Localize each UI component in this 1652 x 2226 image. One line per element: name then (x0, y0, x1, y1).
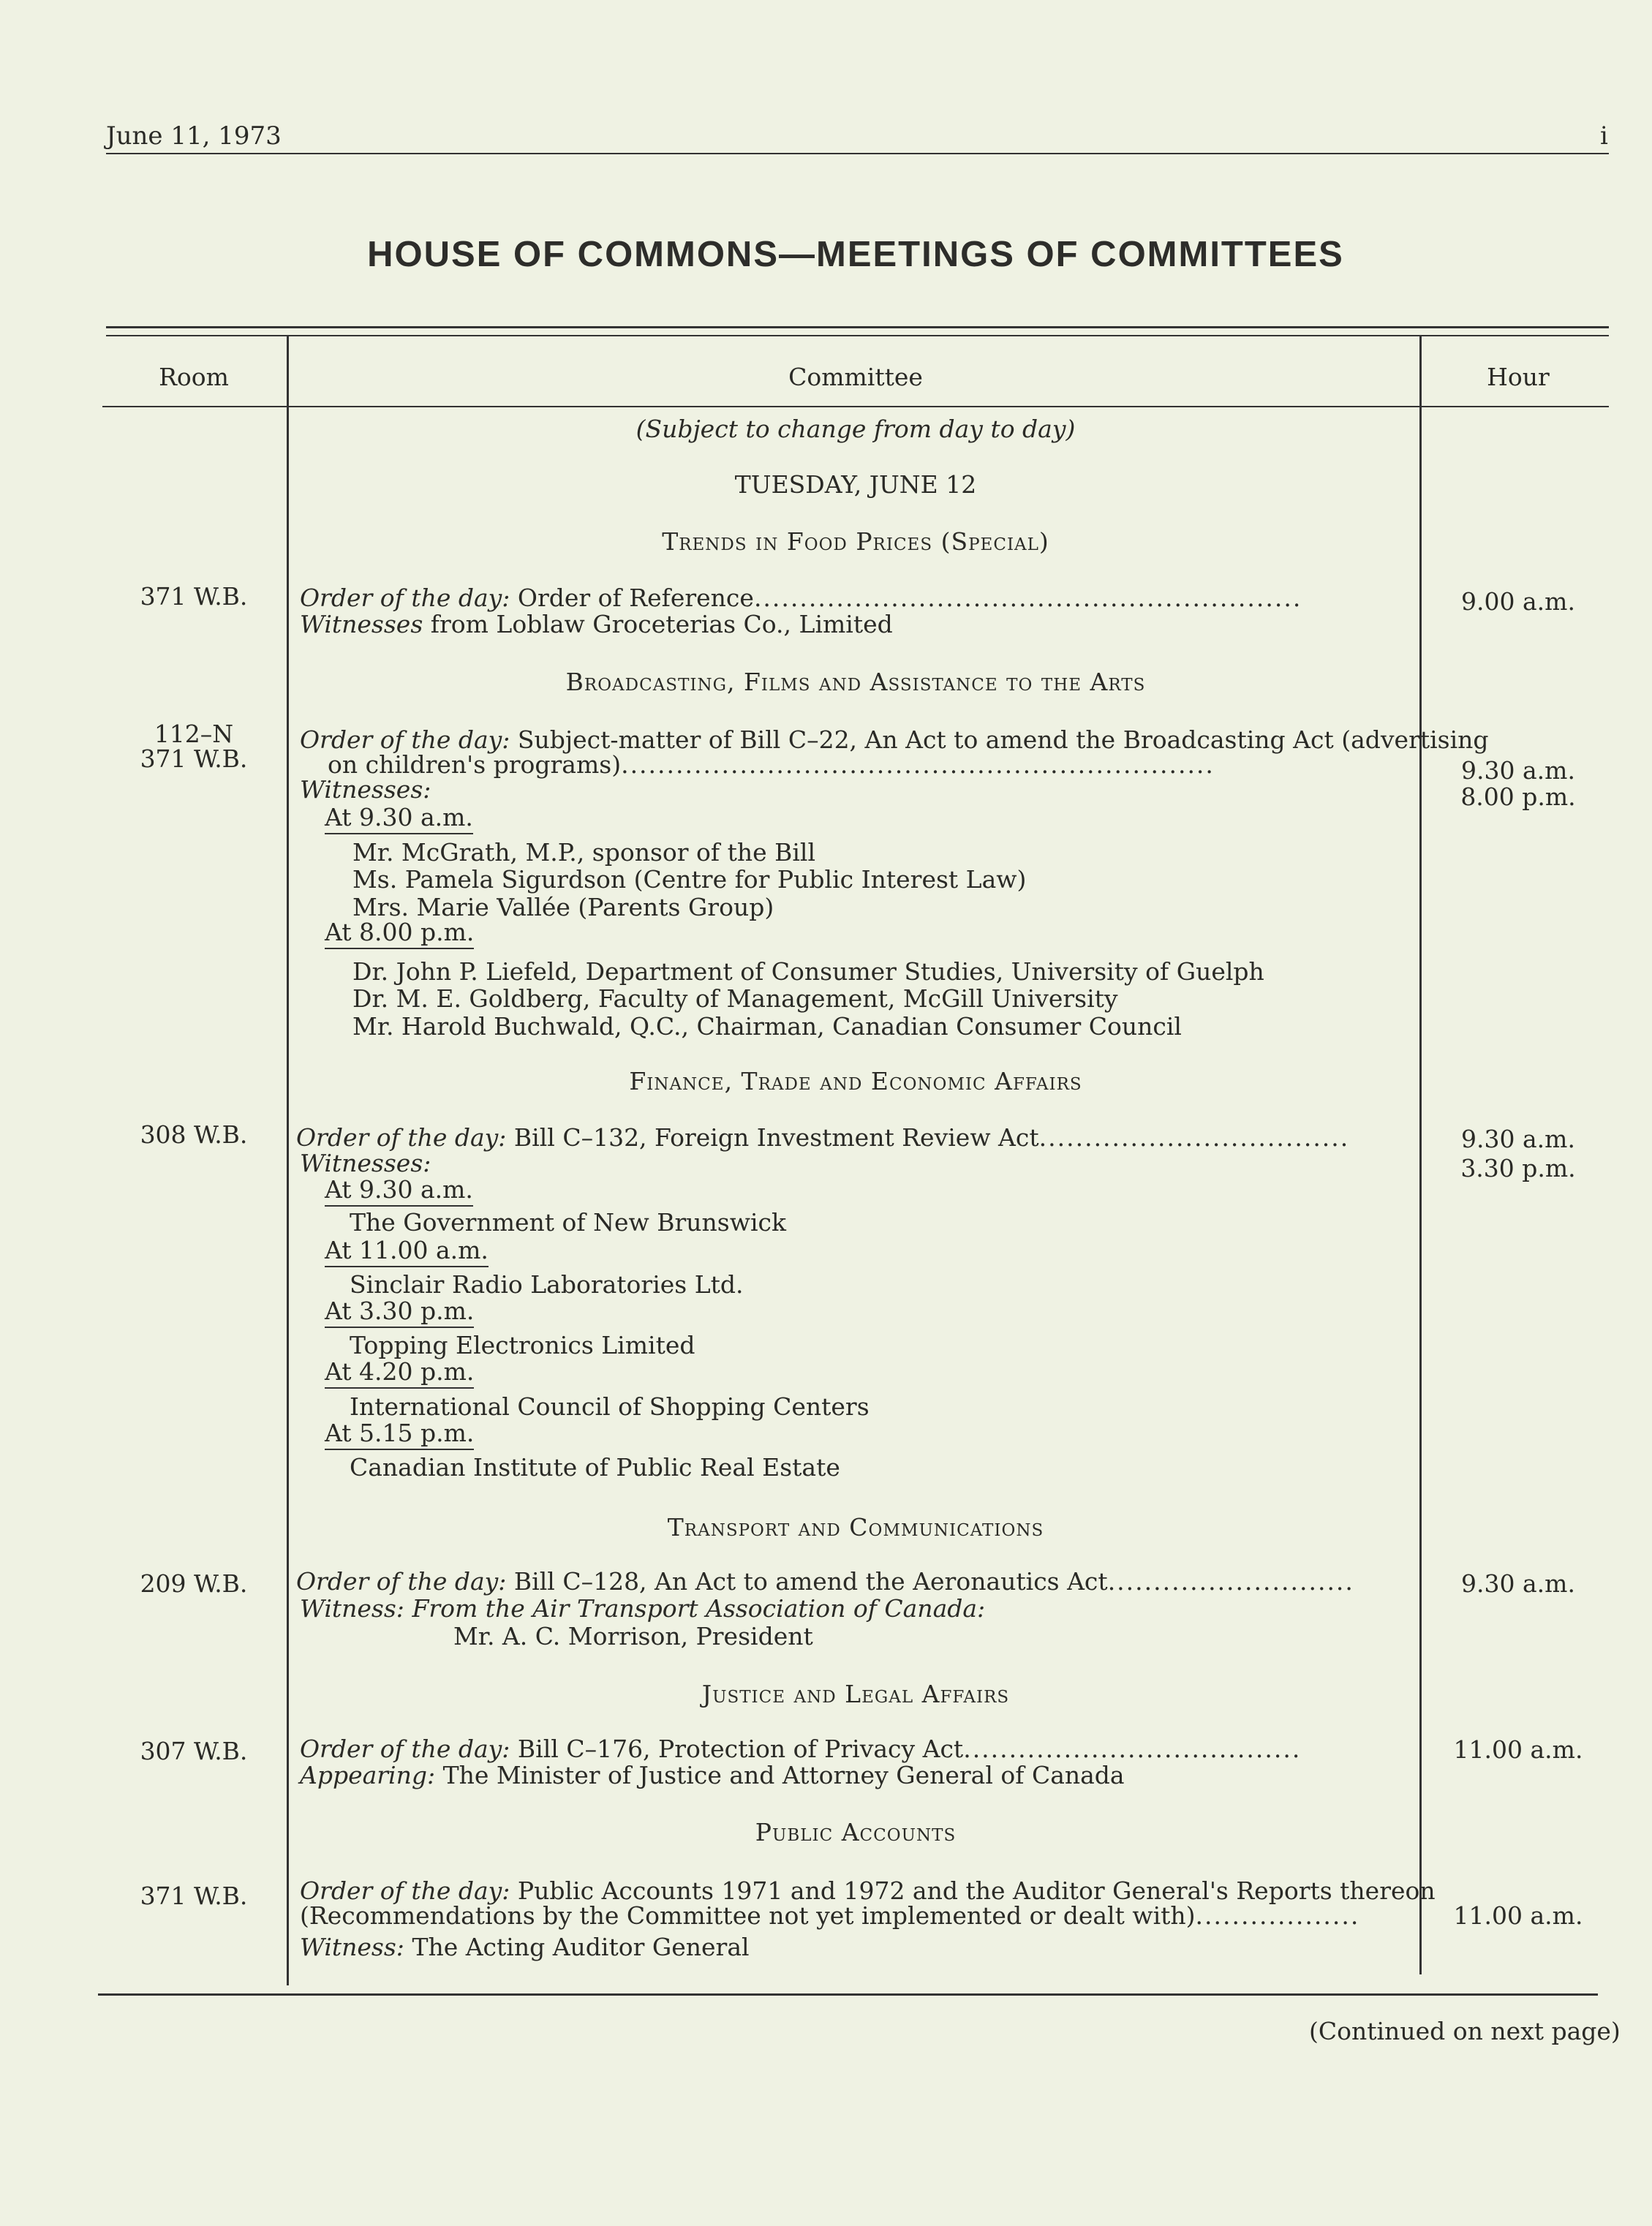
witness-time: At 5.15 p.m. (325, 1419, 474, 1447)
witness-name: Mrs. Marie Vallée (Parents Group) (352, 893, 774, 921)
witness-name: Mr. McGrath, M.P., sponsor of the Bill (352, 838, 816, 867)
meeting-hour: 8.00 p.m. (1460, 782, 1576, 811)
witness-line: Witness: The Acting Auditor General (300, 1933, 750, 1961)
witness-time: At 9.30 a.m. (325, 803, 473, 831)
schedule-note: (Subject to change from day to day) (635, 415, 1076, 443)
witness-time: At 9.30 a.m. (325, 1175, 473, 1204)
column-divider-left (287, 336, 289, 1985)
order-of-day: Order of the day: Bill C–128, An Act to amend the Aeronautics Act........................... (296, 1567, 1354, 1596)
table-bottom-rule (98, 1993, 1598, 1996)
room-number: 209 W.B. (140, 1569, 248, 1598)
witness-name: Sinclair Radio Laboratories Ltd. (350, 1270, 744, 1299)
day-heading: TUESDAY, JUNE 12 (734, 470, 977, 499)
witnesses-label: Witnesses: (300, 775, 431, 804)
continued-note: (Continued on next page) (1309, 2017, 1621, 2045)
meeting-hour: 9.00 a.m. (1461, 587, 1575, 616)
column-header-room: Room (159, 363, 229, 391)
witness-name: Mr. Harold Buchwald, Q.C., Chairman, Canadian Consumer Council (352, 1012, 1182, 1041)
table-header-rule (102, 406, 1609, 407)
meeting-hour: 9.30 a.m. (1461, 1569, 1575, 1598)
witness-name: Mr. A. C. Morrison, President (453, 1622, 813, 1650)
witness-time: At 3.30 p.m. (325, 1297, 474, 1325)
witness-name: Dr. M. E. Goldberg, Faculty of Management, McGill University (352, 984, 1118, 1013)
witnesses-label: Witnesses: (300, 1149, 431, 1177)
meeting-hour: 11.00 a.m. (1453, 1901, 1583, 1930)
section-heading: Justice and Legal Affairs (701, 1680, 1010, 1708)
witness-name: International Council of Shopping Centers (350, 1392, 870, 1421)
order-of-day: Order of the day: Order of Reference............................................................ (300, 584, 1302, 612)
room-number: 371 W.B. (140, 582, 248, 611)
meeting-hour: 3.30 p.m. (1460, 1154, 1576, 1182)
order-of-day: Order of the day: Subject-matter of Bill C–22, An Act to amend the Broadcasting Act (advertising (300, 725, 1489, 754)
room-number: 308 W.B. (140, 1120, 248, 1149)
witness-name: The Government of New Brunswick (350, 1208, 786, 1237)
appearing-line: Appearing: The Minister of Justice and Attorney General of Canada (300, 1761, 1125, 1789)
witness-time: At 8.00 p.m. (325, 918, 474, 946)
section-heading: Public Accounts (755, 1818, 957, 1846)
witness-time: At 4.20 p.m. (325, 1357, 474, 1386)
room-number: 112–N (154, 720, 234, 748)
section-heading: Broadcasting, Films and Assistance to the Arts (565, 668, 1146, 696)
meeting-hour: 9.30 a.m. (1461, 756, 1575, 785)
order-of-day-continued: (Recommendations by the Committee not yet implemented or dealt with).................. (300, 1901, 1360, 1930)
column-header-committee: Committee (788, 363, 923, 391)
order-of-day: Order of the day: Public Accounts 1971 and 1972 and the Auditor General's Reports thereon (300, 1876, 1436, 1905)
meeting-hour: 11.00 a.m. (1453, 1735, 1583, 1764)
witness-name: Topping Electronics Limited (350, 1331, 695, 1359)
header-rule (106, 153, 1609, 154)
witness-name: Canadian Institute of Public Real Estate (350, 1453, 840, 1482)
page-title: HOUSE OF COMMONS—MEETINGS OF COMMITTEES (367, 235, 1344, 274)
room-number: 371 W.B. (140, 744, 248, 773)
section-heading: Transport and Communications (667, 1513, 1044, 1542)
witness-line: Witness: From the Air Transport Association of Canada: (300, 1594, 986, 1623)
order-of-day: Order of the day: Bill C–132, Foreign Investment Review Act.................................. (296, 1123, 1350, 1152)
section-heading: Trends in Food Prices (Special) (662, 527, 1049, 556)
section-heading: Finance, Trade and Economic Affairs (629, 1067, 1082, 1095)
room-number: 307 W.B. (140, 1737, 248, 1765)
order-of-day: Order of the day: Bill C–176, Protection of Privacy Act..................................... (300, 1735, 1302, 1763)
witness-line: Witnesses from Loblaw Groceterias Co., Limited (300, 610, 893, 638)
page-date: June 11, 1973 (106, 121, 282, 151)
order-of-day-continued: on children's programs)................................................................. (328, 750, 1215, 779)
column-header-hour: Hour (1487, 363, 1550, 391)
page-number: i (1600, 121, 1608, 151)
witness-name: Dr. John P. Liefeld, Department of Consumer Studies, University of Guelph (352, 957, 1264, 986)
table-top-rule-inner (106, 335, 1609, 336)
witness-name: Ms. Pamela Sigurdson (Centre for Public Interest Law) (352, 865, 1027, 894)
meeting-hour: 9.30 a.m. (1461, 1125, 1575, 1153)
witness-time: At 11.00 a.m. (325, 1236, 489, 1264)
room-number: 371 W.B. (140, 1882, 248, 1910)
table-top-rule (106, 326, 1609, 328)
